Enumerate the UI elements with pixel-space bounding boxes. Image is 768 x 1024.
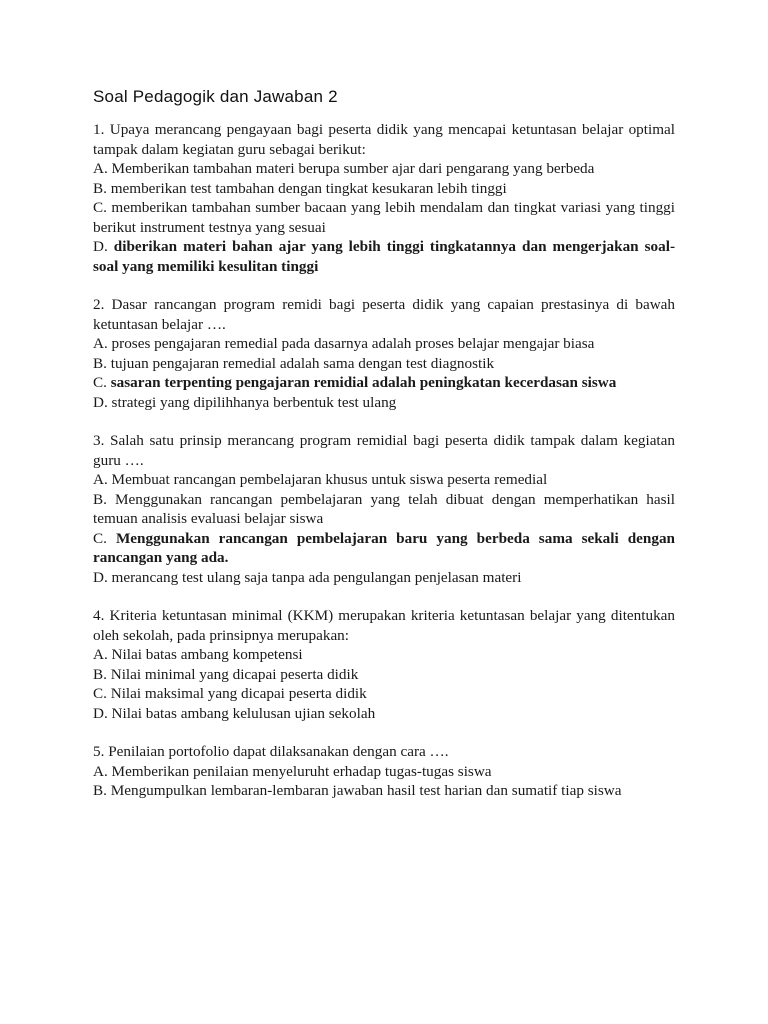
answer-option <box>93 645 675 665</box>
option-text: B. Mengumpulkan lembaran-lembaran jawaban hasil test harian dan sumatif tiap siswa <box>93 782 622 799</box>
option-text: A. Membuat rancangan pembelajaran khusus untuk siswa peserta remedial <box>93 471 548 488</box>
answer-option <box>93 684 675 704</box>
answer-option <box>93 665 675 685</box>
question-4 <box>93 606 675 723</box>
answer-option <box>93 393 675 413</box>
option-text: A. Nilai batas ambang kompetensi <box>93 646 303 663</box>
answer-option <box>93 529 675 568</box>
question-list <box>93 120 675 801</box>
answer-option <box>93 373 675 393</box>
option-prefix: C. <box>93 374 111 391</box>
answer-option <box>93 704 675 724</box>
answer-option <box>93 781 675 801</box>
answer-option <box>93 179 675 199</box>
option-text: D. merancang test ulang saja tanpa ada pengulangan penjelasan materi <box>93 568 522 586</box>
correct-answer-text: sasaran terpenting pengajaran remidial adalah peningkatan kecerdasan siswa <box>110 374 617 391</box>
correct-answer-text: diberikan materi bahan ajar yang lebih tinggi tingkatannya dan mengerjakan soal-soal yang memiliki kesulitan tinggi <box>93 238 676 275</box>
answer-option <box>93 354 675 374</box>
answer-option <box>93 762 675 782</box>
question-text: 2. Dasar rancangan program remidi bagi peserta didik yang capaian prestasinya di bawah ketuntasan belajar …. <box>93 296 675 333</box>
option-text: C. memberikan tambahan sumber bacaan yang lebih mendalam dan tingkat variasi yang tinggi berikut instrument testnya yang sesuai <box>93 199 675 236</box>
answer-option <box>93 568 675 588</box>
answer-option <box>93 159 675 179</box>
option-prefix: C. <box>93 529 116 547</box>
answer-option <box>93 237 675 276</box>
option-text: D. strategi yang dipilihhanya berbentuk test ulang <box>93 393 397 411</box>
answer-option <box>93 198 675 237</box>
option-text: B. Nilai minimal yang dicapai peserta didik <box>93 665 359 683</box>
option-text: A. proses pengajaran remedial pada dasarnya adalah proses belajar mengajar biasa <box>93 335 595 352</box>
answer-option <box>93 470 675 490</box>
option-text: D. Nilai batas ambang kelulusan ujian sekolah <box>93 704 376 722</box>
answer-option <box>93 334 675 354</box>
option-text: C. Nilai maksimal yang dicapai peserta didik <box>93 685 367 702</box>
question-3 <box>93 431 675 587</box>
option-text: B. memberikan test tambahan dengan tingkat kesukaran lebih tinggi <box>93 179 507 197</box>
option-text: A. Memberikan penilaian menyeluruht erhadap tugas-tugas siswa <box>93 762 492 780</box>
question-text: 4. Kriteria ketuntasan minimal (KKM) merupakan kriteria ketuntasan belajar yang ditentukan oleh sekolah, pada prinsipnya merupakan: <box>93 607 675 644</box>
question-5 <box>93 742 675 801</box>
question-2 <box>93 295 675 412</box>
document-content <box>93 86 675 820</box>
document-title: Soal Pedagogik dan Jawaban 2 <box>93 87 338 106</box>
answer-option <box>93 490 675 529</box>
question-text: 5. Penilaian portofolio dapat dilaksanakan dengan cara …. <box>93 743 449 760</box>
question-text: 1. Upaya merancang pengayaan bagi peserta didik yang mencapai ketuntasan belajar optimal tampak dalam kegiatan guru sebagai berikut: <box>93 121 675 158</box>
question-1 <box>93 120 675 276</box>
option-text: B. Menggunakan rancangan pembelajaran yang telah dibuat dengan memperhatikan hasil temuan analisis evaluasi belajar siswa <box>93 490 675 527</box>
option-text: B. tujuan pengajaran remedial adalah sama dengan test diagnostik <box>93 354 495 372</box>
option-prefix: D. <box>93 238 114 255</box>
option-text: A. Memberikan tambahan materi berupa sumber ajar dari pengarang yang berbeda <box>93 160 595 177</box>
correct-answer-text: Menggunakan rancangan pembelajaran baru yang berbeda sama sekali dengan rancangan yang ada. <box>93 529 675 566</box>
question-text: 3. Salah satu prinsip merancang program remidial bagi peserta didik tampak dalam kegiatan guru …. <box>93 432 675 469</box>
